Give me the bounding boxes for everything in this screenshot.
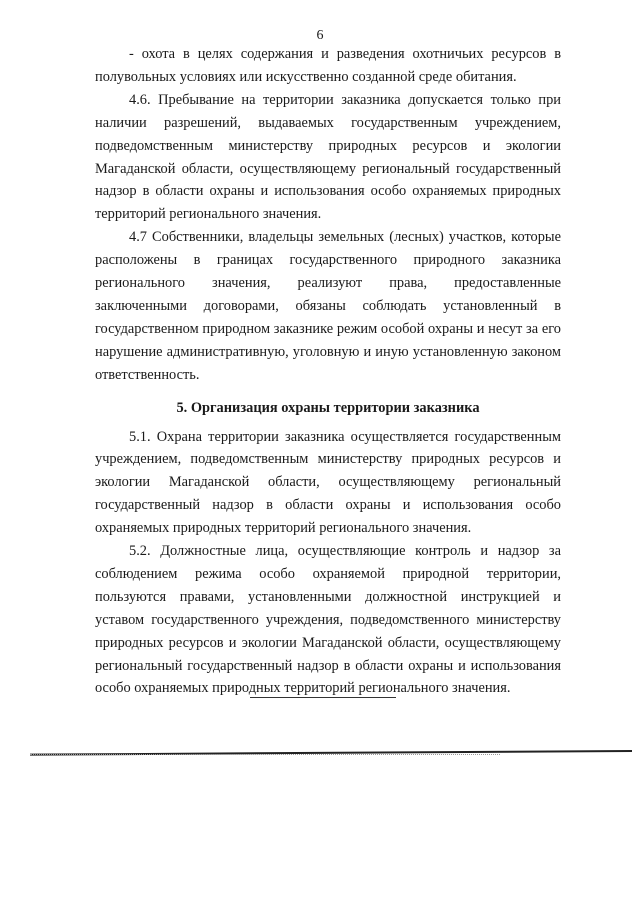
page-number: 6 (316, 28, 324, 43)
end-of-text-rule (250, 697, 396, 698)
document-body (95, 43, 561, 700)
paragraph-4-7: 4.7 Собственники, владельцы земельных (лесных) участков, которые расположены в границах государственного природного заказника регионального значения, реализуют права, предоставленные заключенными договорами, обязаны соблюдать установленный в государственном природном заказнике режим особой охраны и несут за его нарушение административную, уголовную и иную установленную законом ответственность. (95, 229, 561, 383)
paragraph-5-1: 5.1. Охрана территории заказника осуществляется государственным учреждением, подведомственным министерству природных ресурсов и экологии Магаданской области, осуществляющему региональный государственный надзор в области охраны и использования особо охраняемых природных территорий регионального значения. (95, 428, 561, 537)
section-heading-5: 5. Организация охраны территории заказника (176, 399, 480, 416)
scan-edge-faint-line (30, 754, 500, 755)
paragraph-5-2: 5.2. Должностные лица, осуществляющие контроль и надзор за соблюдением режима особо охраняемой природной территории, пользуются правами, установленными должностной инструкцией и уставом государственного учреждения, подведомственного министерству природных ресурсов и экологии Магаданской области, осуществляющему региональный государственный надзор в области охраны и использования особо охраняемых природных территорий регионального значения. (95, 543, 561, 697)
paragraph-hunting: - охота в целях содержания и разведения охотничьих ресурсов в полувольных условиях или искусственно созданной среде обитания. (95, 46, 561, 85)
paragraph-4-6: 4.6. Пребывание на территории заказника допускается только при наличии разрешений, выдаваемых государственным учреждением, подведомственным министерству природных ресурсов и экологии Магаданской области, осуществляющему региональный государственный надзор в области охраны и использования особо охраняемых природных территорий регионального значения. (95, 91, 561, 223)
